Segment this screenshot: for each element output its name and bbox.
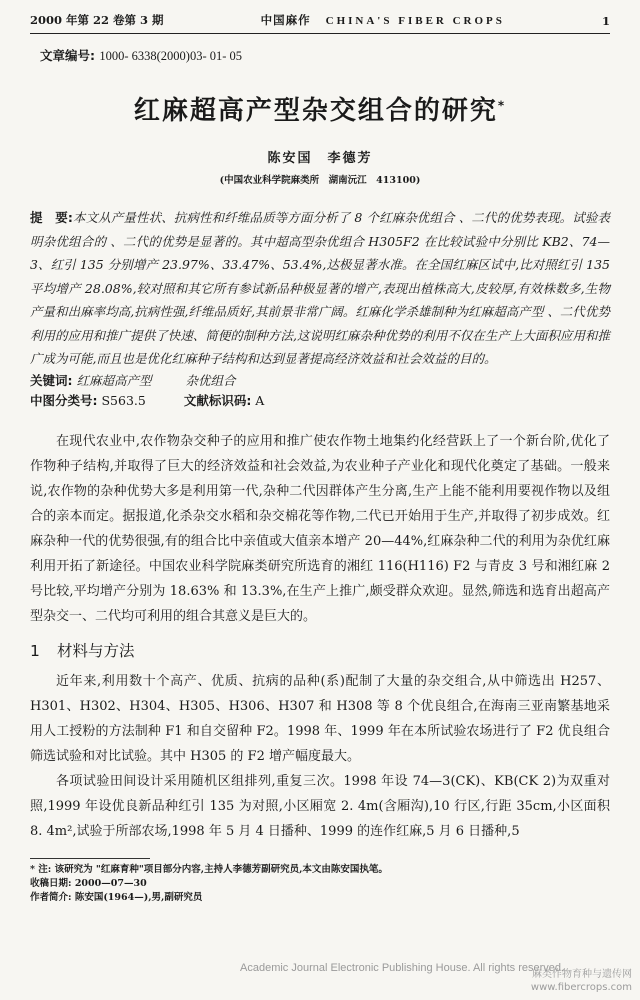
section-title: 材料与方法 xyxy=(56,641,135,660)
site-watermark-url: www.fibercrops.com xyxy=(530,982,632,993)
article-number xyxy=(40,46,610,64)
classification xyxy=(30,391,610,411)
authors: 陈安国 李德芳 xyxy=(267,151,373,166)
keyword-2: 杂优组合 xyxy=(185,372,236,388)
abstract xyxy=(30,206,610,371)
publisher-watermark: Academic Journal Electronic Publishing House. All rights reserved. xyxy=(240,962,565,974)
design-paragraph: 各项试验田间设计采用随机区组排列,重复三次。1998 年设 74—3(CK)、KB(CK 2)为双重对照,1999 年设优良新品种红引 135 为对照,小区厢宽 2. 4m(含厢沟),10 行区,行距 35cm,小区面积 8. 4m²,试验于所部农场,1998 年 5 月 4 日播种、1999 的连作红麻,5 月 6 日播种,5 xyxy=(30,773,610,839)
doc-code-value: A xyxy=(255,392,265,408)
footnotes xyxy=(30,863,610,905)
paper-title xyxy=(30,90,610,127)
issue-info: 2000 年第 22 卷第 3 期 xyxy=(30,13,164,27)
classification-value: S563.5 xyxy=(101,392,146,408)
journal-name-cn: 中国麻作 xyxy=(260,13,311,27)
keywords xyxy=(30,371,610,391)
journal-name-en: CHINA'S FIBER CROPS xyxy=(325,15,505,27)
footnote-divider xyxy=(30,858,150,859)
paper-title-text: 红麻超高产型杂交组合的研究 xyxy=(133,96,498,126)
article-number-value: 1000- 6338(2000)03- 01- 05 xyxy=(99,49,243,63)
footnote-author-bio: 作者简介: 陈安国(1964—),男,副研究员 xyxy=(30,891,203,903)
keyword-1: 红麻超高产型 xyxy=(76,372,152,388)
abstract-text: 本文从产量性状、抗病性和纤维品质等方面分析了 8 个红麻杂优组合 、二代的优势表现。试验表明杂优组合的 、二代的优势是显著的。其中超高型杂优组合 H305F2 在比较试验中分别比 KB2、74—3、红引 135 分别增产 23.97%、33.47%、53.4%,达极显著水准。在全国红麻区试中,比对照红引 135 平均增产 28.08%,较对照和其它所有参试新品种极显著的增产,表现出植株高大,皮较厚,有效株数多,生物产量和出麻率均高,抗病性强,纤维品质好,其前景非常广阔。红麻化学杀雄制种为红麻超高产型 、二代优势利用的应用和推广提供了快速、简便的制种方法,这说明红麻杂种优势的利用不仅在生产上大面积应用和推广成为可能,而且也是优化红麻种子结构和达到显著提高经济效益和社会效益的目的。 xyxy=(30,210,611,366)
abstract-label: 提 要: xyxy=(30,210,73,225)
keywords-label: 关键词: xyxy=(30,372,73,388)
materials-paragraph: 近年来,利用数十个高产、优质、抗病的品种(系)配制了大量的杂交组合,从中筛选出 H257、H301、H302、H304、H305、H306、H307 和 H308 等 8 个优良组合,在海南三亚南繁基地采用人工授粉的方法制种 F1 和自交留种 F2。1998 年、1999 年在本所试验农场进行了 F2 优良组合筛选试验和对比试验。其中 H305 的 F2 增产幅度最大。 xyxy=(30,673,610,764)
journal-name xyxy=(261,12,505,28)
intro-paragraph: 在现代农业中,农作物杂交种子的应用和推广使农作物土地集约化经营跃上了一个新台阶,优化了作物种子结构,并取得了巨大的经济效益和社会效益,为农业种子产业化和现代化奠定了基础。一般来说,农作物的杂种优势大多是利用第一代,杂种二代因群体产生分离,生产上能不能利用要视作物以及组合的亲本而定。据报道,化杀杂交水稻和杂交棉花等作物,二代已开始用于生产,并取得了初步成效。红麻杂种一代的优势很强,有的组合比中亲值或大值亲本增产 20—44%,红麻杂种二代的利用为杂优红麻利用开拓了新途径。中国农业科学院麻类研究所选育的湘红 116(H116) F2 与青皮 3 号和湘红麻 2 号比较,平均增产分别为 18.63% 和 13.3%,在生产上推广,颇受群众欢迎。显然,筛选和选育出超高产型杂交一、二代均可利用的组合其意义是巨大的。 xyxy=(30,433,610,624)
classification-label: 中图分类号: xyxy=(30,392,98,408)
site-watermark-name: 麻类作物育种与遗传网 xyxy=(532,969,632,980)
page-number: 1 xyxy=(601,14,610,28)
doc-code-label: 文献标识码: xyxy=(183,392,252,408)
article-number-label: 文章编号: xyxy=(40,48,95,63)
section-heading xyxy=(30,639,610,661)
affiliation: (中国农业科学院麻类所 湖南沅江 413100) xyxy=(219,175,421,186)
running-header xyxy=(30,0,610,34)
footnote-received-date: 收稿日期: 2000—07—30 xyxy=(30,877,147,889)
title-footnote-mark: * xyxy=(497,98,507,113)
site-watermark xyxy=(531,968,632,994)
footnote-note: * 注: 该研究为 "红麻育种"项目部分内容,主持人李德芳副研究员,本文由陈安国执笔。 xyxy=(30,863,388,875)
section-number: 1 xyxy=(30,641,40,660)
